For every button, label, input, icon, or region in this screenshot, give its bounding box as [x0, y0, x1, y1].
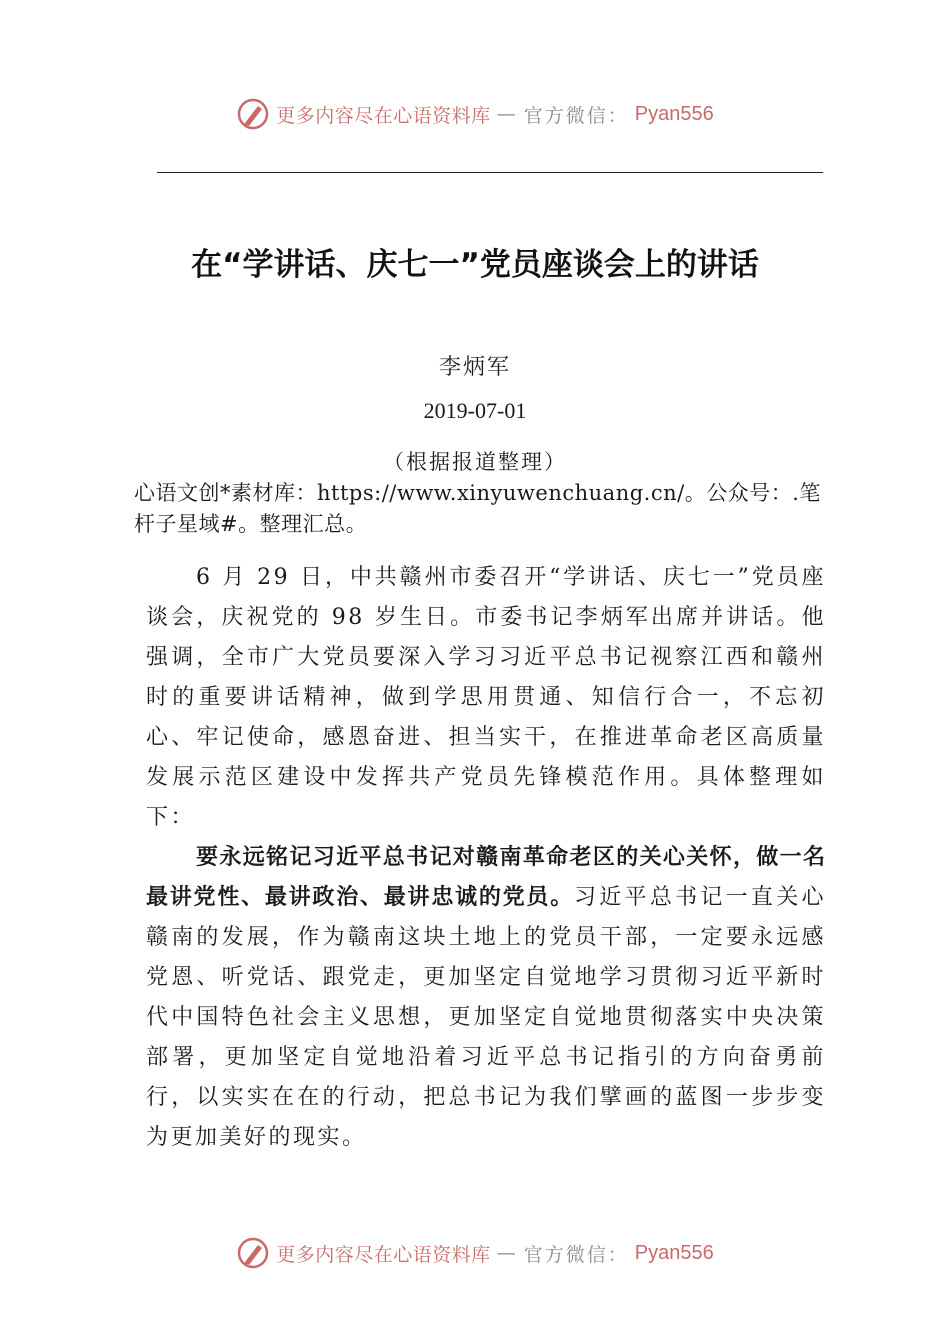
- header-divider: [157, 172, 823, 173]
- source-line: 心语文创*素材库：https://www.xinyuwenchuang.cn/。公众号：.笔杆子星域#。整理汇总。: [134, 481, 821, 536]
- footer-watermark: [0, 1233, 950, 1273]
- watermark-label: 官方微信：: [523, 104, 629, 127]
- pen-in-circle-icon: [236, 97, 270, 131]
- watermark-wechat-id: Pyan556: [634, 102, 714, 125]
- body-paragraph-2: [146, 838, 826, 1158]
- watermark-separator: —: [496, 103, 518, 125]
- watermark-site-text: 更多内容尽在心语资料库: [276, 104, 491, 127]
- watermark-site-text: 更多内容尽在心语资料库: [276, 1243, 491, 1266]
- paragraph-2-text: 习近平总书记一直关心赣南的发展，作为赣南这块土地上的党员干部，一定要永远感党恩、听党话、跟党走，更加坚定自觉地学习贯彻习近平新时代中国特色社会主义思想，更加坚定自觉地贯彻落实中央决策部署，更加坚定自觉地沿着习近平总书记指引的方向奋勇前行，以实实在在的行动，把总书记为我们擘画的蓝图一步步变为更加美好的现实。: [146, 885, 826, 1150]
- header-watermark: [0, 94, 950, 134]
- watermark-separator: —: [496, 1242, 518, 1264]
- watermark-wechat-id: Pyan556: [634, 1241, 714, 1264]
- pen-in-circle-icon: [236, 1236, 270, 1270]
- paragraph-2-heading: 要永远铭记习近平总书记对赣南革命老区的关心关怀，做一名最讲党性、最讲政治、最讲忠诚的党员。: [146, 845, 826, 910]
- body-paragraph-1: 6 月 29 日，中共赣州市委召开“学讲话、庆七一”党员座谈会，庆祝党的 98 岁生日。市委书记李炳军出席并讲话。他强调，全市广大党员要深入学习习近平总书记视察江西和赣州时的重要讲话精神，做到学思用贯通、知信行合一，不忘初心、牢记使命，感恩奋进、担当实干，在推进革命老区高质量发展示范区建设中发挥共产党员先锋模范作用。具体整理如下：: [146, 565, 826, 830]
- watermark-label: 官方微信：: [523, 1243, 629, 1266]
- page-title: 在“学讲话、庆七一”党员座谈会上的讲话: [191, 247, 759, 283]
- date: 2019-07-01: [423, 398, 527, 423]
- source-note: （根据报道整理）: [383, 450, 567, 474]
- author: 李炳军: [438, 355, 511, 380]
